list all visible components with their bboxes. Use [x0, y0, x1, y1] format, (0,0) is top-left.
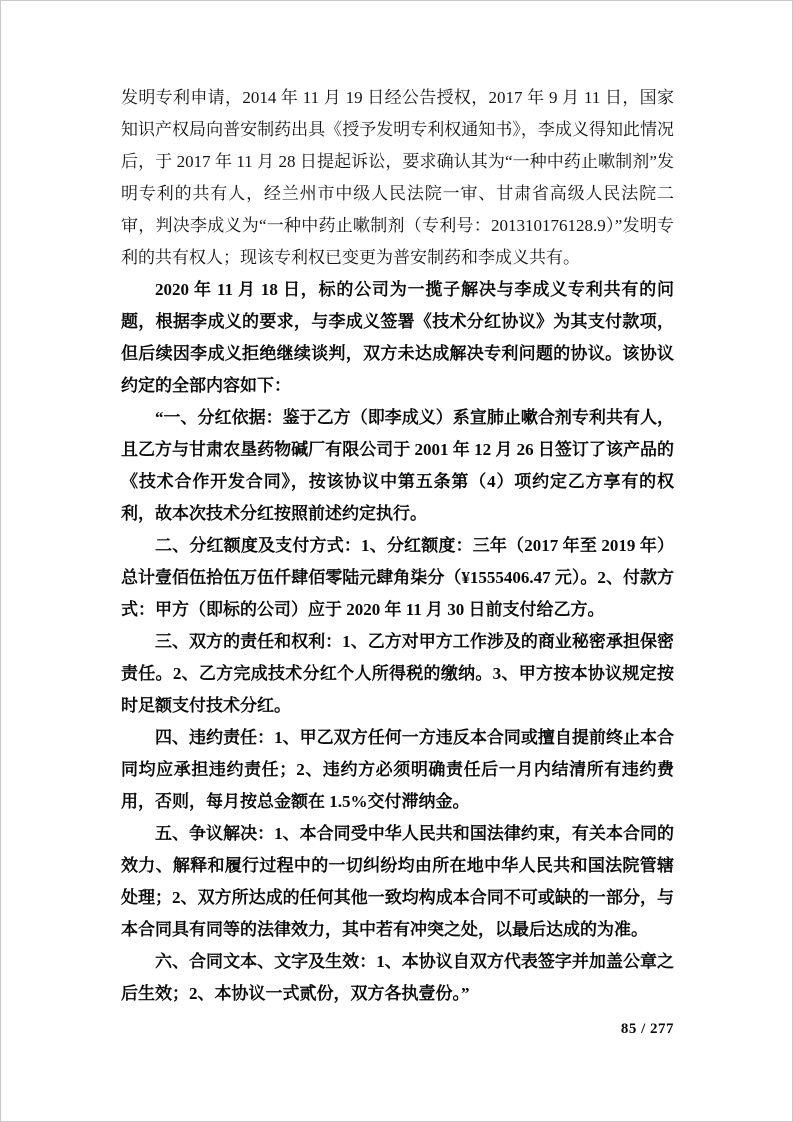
paragraph-clause-6-effectiveness: 六、合同文本、文字及生效：1、本协议自双方代表签字并加盖公章之后生效；2、本协议一式贰份，双方各执壹份。”	[121, 952, 674, 1003]
paragraph-clause-2-amount-payment: 二、分红额度及支付方式：1、分红额度：三年（2017 年至 2019 年）总计壹佰伍拾伍万伍仟肆佰零陆元肆角柒分（¥1555406.47 元）。2、付款方式：甲方（即标的公司）应于 2020 年 11 月 30 日前支付给乙方。	[121, 536, 674, 619]
paragraph-clause-5-disputes: 五、争议解决：1、本合同受中华人民共和国法律约束，有关本合同的效力、解释和履行过程中的一切纠纷均由所在地中华人民共和国法院管辖处理；2、双方所达成的任何其他一致均构成本合同不可或缺的一部分，与本合同具有同等的法律效力，其中若有冲突之处，以最后达成的为准。	[121, 824, 674, 939]
paragraph-clause-1-dividend-basis: “一、分红依据：鉴于乙方（即李成义）系宣肺止嗽合剂专利共有人，且乙方与甘肃农垦药物碱厂有限公司于 2001 年 12 月 26 日签订了该产品的《技术合作开发合同》，按该协议中第五条第（4）项约定乙方享有的权利，故本次技术分红按照前述约定执行。	[121, 408, 674, 523]
paragraph-clause-3-responsibilities: 三、双方的责任和权利：1、乙方对甲方工作涉及的商业秘密承担保密责任。2、乙方完成技术分红个人所得税的缴纳。3、甲方按本协议规定按时足额支付技术分红。	[121, 632, 674, 715]
paragraph-agreement-intro: 2020 年 11 月 18 日，标的公司为一揽子解决与李成义专利共有的问题，根据李成义的要求，与李成义签署《技术分红协议》为其支付款项，但后续因李成义拒绝继续谈判，双方未达成解决专利问题的协议。该协议约定的全部内容如下：	[121, 280, 674, 395]
document-body	[121, 82, 674, 1010]
paragraph-clause-4-breach: 四、违约责任：1、甲乙双方任何一方违反本合同或擅自提前终止本合同均应承担违约责任；2、违约方必须明确责任后一月内结清所有违约费用，否则，每月按总金额在 1.5%交付滞纳金。	[121, 728, 674, 811]
page-number: 85 / 277	[620, 1021, 674, 1037]
paragraph-patent-history: 发明专利申请，2014 年 11 月 19 日经公告授权，2017 年 9 月 11 日，国家知识产权局向普安制药出具《授予发明专利权通知书》，李成义得知此情况后，于 2017 年 11 月 28 日提起诉讼，要求确认其为“一种中药止嗽制剂”发明专利的共有人，经兰州市中级人民法院一审、甘肃省高级人民法院二审，判决李成义为“一种中药止嗽制剂（专利号：201310176128.9）”发明专利的共有权人；现该专利权已变更为普安制药和李成义共有。	[121, 88, 674, 267]
